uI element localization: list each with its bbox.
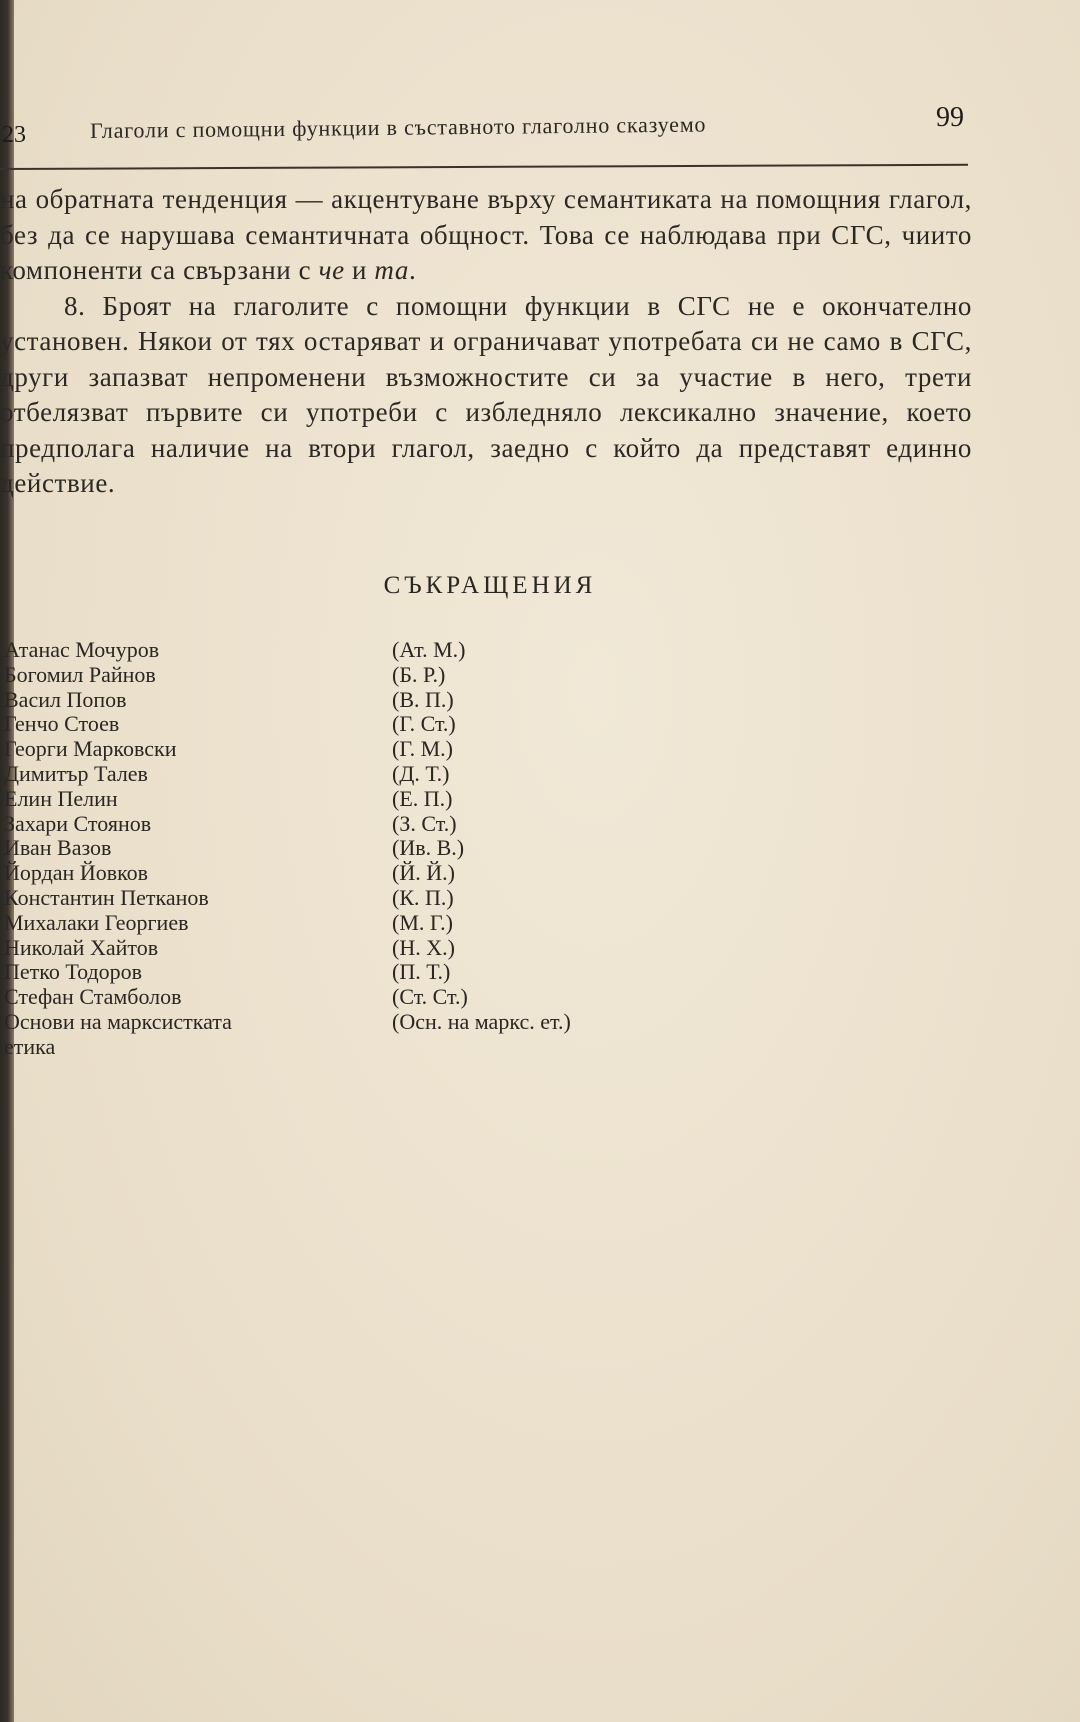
author-name: Васил Попов — [4, 686, 127, 712]
abbreviation-row — [0, 960, 700, 985]
abbreviation-row — [0, 911, 700, 936]
abbreviation-row-continuation — [0, 1035, 700, 1060]
abbreviation-row — [0, 737, 700, 762]
abbreviation-code: (Ст. Ст.) — [392, 984, 468, 1010]
abbreviation-row — [0, 936, 700, 961]
author-name: Иван Вазов — [4, 835, 112, 861]
abbreviation-code: (Е. П.) — [392, 785, 453, 811]
abbreviation-code: (Ив. В.) — [392, 835, 465, 861]
author-name: Петко Тодоров — [4, 959, 143, 985]
abbreviation-row — [0, 663, 700, 688]
paragraph-1-end: . — [408, 255, 417, 285]
abbreviation-code: (К. П.) — [392, 884, 454, 910]
author-name: Николай Хайтов — [4, 934, 159, 960]
abbreviation-row — [0, 861, 700, 886]
author-name: Стефан Стамболов — [4, 984, 182, 1010]
running-header — [0, 100, 968, 148]
abbreviation-code: (Й. Й.) — [392, 860, 455, 886]
header-left-number: 23 — [2, 122, 26, 148]
abbreviation-code: (Г. Ст.) — [392, 711, 456, 737]
abbreviation-row — [0, 985, 700, 1010]
abbreviation-row — [0, 1010, 700, 1035]
author-name: Атанас Мочуров — [4, 637, 160, 662]
section-heading: СЪКРАЩЕНИЯ — [383, 572, 597, 599]
page-number: 99 — [936, 102, 964, 133]
author-name-continuation: етика — [4, 1033, 56, 1059]
author-name: Богомил Райнов — [4, 661, 156, 687]
abbreviation-code: (В. П.) — [392, 686, 454, 712]
abbreviations-list — [0, 638, 700, 1060]
paragraph-2: 8. Броят на глаголите с помощни функции в СГС не е окончателно установен. Някои от тях остаряват и ограничават употребата си не само в СГС, други запазват непроменени възможностите си за участие в него, трети отбелязват първите си употреби с избледняло лексикално значение, което предполага наличие на втори глагол, заедно с който да представят единно действие. — [0, 290, 972, 498]
author-name: Михалаки Георгиев — [4, 909, 189, 935]
paragraph-1-italic-2: та — [374, 255, 409, 285]
author-name: Георги Марковски — [4, 736, 177, 762]
abbreviation-code: (Б. Р.) — [392, 661, 446, 687]
abbreviation-row — [0, 787, 700, 812]
paragraph-1-italic-1: че — [318, 255, 345, 285]
body-text — [0, 182, 972, 502]
header-title: Глаголи с помощни функции в съставното глаголно сказуемо — [89, 111, 707, 143]
author-name: Димитър Талев — [4, 760, 148, 786]
paragraph-1-text: на обратната тенденция — акцентуване върху семантиката на помощния глагол, без да се нарушава семантичната общност. Това се наблюдава при СГС, чиито компоненти са свързани с — [0, 184, 972, 285]
abbreviation-code: (М. Г.) — [392, 909, 453, 935]
header-rule — [0, 164, 968, 170]
abbreviation-row — [0, 762, 700, 787]
author-name: Константин Петканов — [4, 884, 209, 910]
abbreviation-code: (Д. Т.) — [392, 760, 450, 786]
abbreviation-row — [0, 712, 700, 737]
abbreviation-code: (Осн. на маркс. ет.) — [392, 1008, 571, 1034]
abbreviation-row — [0, 812, 700, 837]
abbreviation-code: (Н. Х.) — [392, 934, 455, 960]
paragraph-1 — [0, 182, 972, 289]
abbreviation-row — [0, 836, 700, 861]
author-name: Генчо Стоев — [4, 711, 120, 737]
author-name: Захари Стоянов — [4, 810, 152, 836]
author-name: Йордан Йовков — [4, 860, 149, 886]
author-name: Основи на марксистката — [4, 1008, 232, 1034]
abbreviation-code: (Ат. М.) — [392, 637, 466, 662]
abbreviation-code: (З. Ст.) — [392, 810, 457, 836]
abbreviation-row — [0, 688, 700, 713]
paragraph-1-conj: и — [344, 255, 375, 285]
abbreviation-code: (П. Т.) — [392, 959, 451, 985]
author-name: Елин Пелин — [4, 785, 118, 811]
abbreviation-row — [0, 638, 700, 663]
abbreviation-code: (Г. М.) — [392, 736, 453, 762]
abbreviation-row — [0, 886, 700, 911]
